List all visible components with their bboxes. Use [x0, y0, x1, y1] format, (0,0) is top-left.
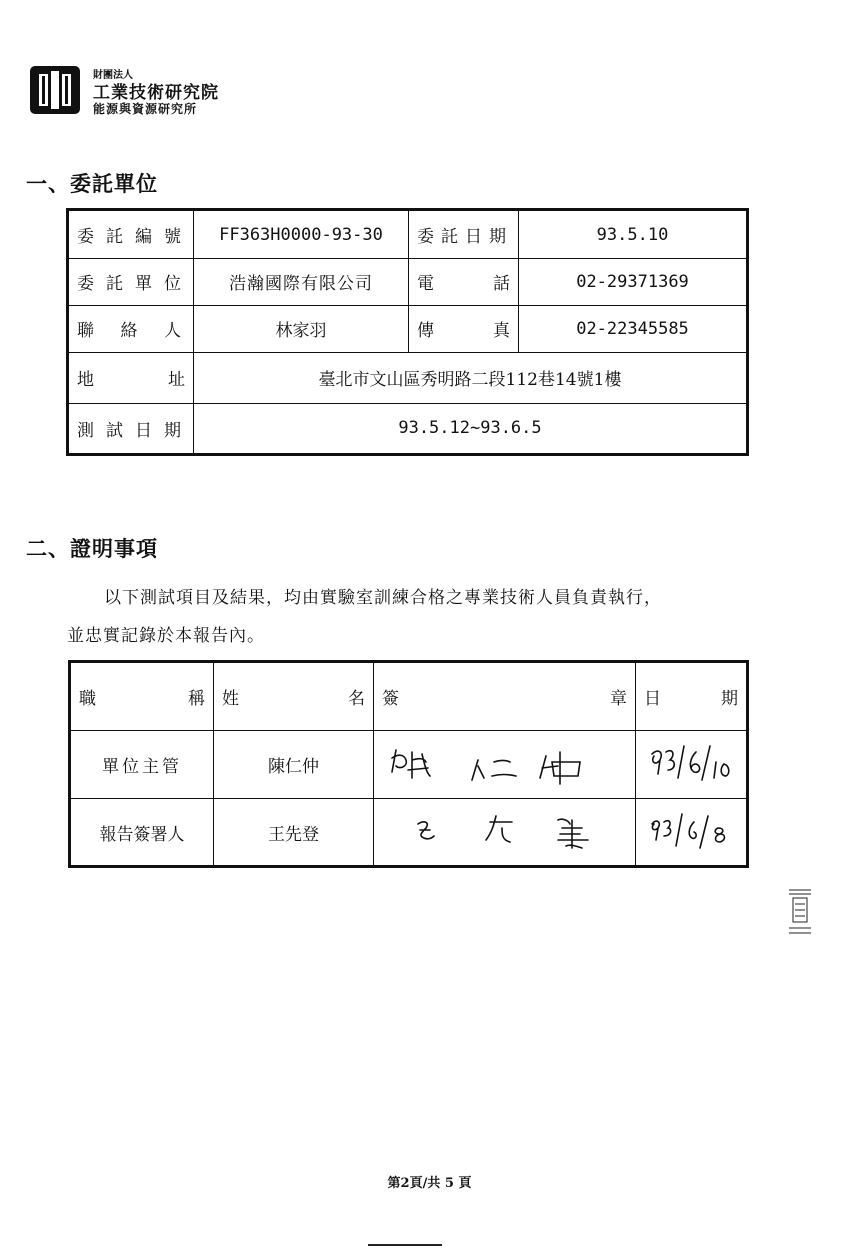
test-date-value: 93.5.12~93.6.5	[194, 403, 748, 454]
contact-label: 聯絡人	[68, 305, 194, 352]
address-label-b: 址	[168, 370, 185, 391]
row2-title: 報告簽署人	[70, 799, 214, 867]
statement-line-2: 並忠實記錄於本報告內。	[67, 626, 265, 646]
org-name: 工業技術研究院	[93, 83, 219, 103]
row2-name: 王先登	[214, 799, 374, 867]
itri-logo-icon	[30, 66, 80, 114]
phone-label	[409, 259, 519, 306]
fax-value: 02-22345585	[519, 305, 748, 352]
commission-date-value: 93.5.10	[519, 210, 748, 259]
header-name	[214, 662, 374, 731]
contact-value: 林家羽	[194, 305, 409, 352]
header-title-a: 職	[79, 688, 96, 709]
row1-date	[636, 730, 748, 799]
header-name-a: 姓	[222, 688, 239, 709]
header-date-a: 日	[644, 688, 661, 709]
commission-no-label: 委託編號	[68, 210, 194, 259]
address-label	[68, 352, 194, 403]
commission-date-label: 委託日期	[409, 210, 519, 259]
signature-chen-renzhong-icon	[382, 732, 628, 792]
signatory-table	[68, 660, 749, 868]
section1-heading: 一、委託單位	[26, 171, 158, 196]
section2-heading: 二、證明事項	[26, 536, 158, 561]
phone-label-b: 話	[493, 274, 510, 295]
fax-label-a: 傳	[417, 321, 434, 342]
org-subunit: 能源與資源研究所	[93, 102, 198, 116]
header-sign-b: 章	[610, 688, 627, 709]
header-title	[70, 662, 214, 731]
fax-label-b: 真	[493, 321, 510, 342]
row1-title: 單位主管	[70, 730, 214, 799]
handwritten-date-1-icon	[644, 732, 744, 792]
header-title-b: 稱	[188, 688, 205, 709]
address-value: 臺北市文山區秀明路二段112巷14號1樓	[194, 352, 748, 403]
address-label-a: 地	[77, 370, 94, 391]
handwritten-date-2-icon	[644, 800, 744, 860]
header-date-b: 期	[721, 688, 738, 709]
page-number: 第2頁/共 5 頁	[387, 1176, 472, 1191]
test-date-label: 測試日期	[68, 403, 194, 454]
unit-label: 委託單位	[68, 259, 194, 306]
bottom-rule	[368, 1244, 442, 1246]
row1-name: 陳仁仲	[214, 730, 374, 799]
commission-table	[66, 208, 749, 456]
phone-value: 02-29371369	[519, 259, 748, 306]
row2-signature	[374, 799, 636, 867]
header-sign	[374, 662, 636, 731]
statement-line-1: 以下測試項目及結果，均由實驗室訓練合格之專業技術人員負責執行，	[104, 588, 662, 608]
header-sign-a: 簽	[382, 688, 399, 709]
fax-label	[409, 305, 519, 352]
edge-stamp-icon	[787, 888, 813, 936]
unit-value: 浩瀚國際有限公司	[194, 259, 409, 306]
header-date	[636, 662, 748, 731]
commission-no-value: FF363H0000-93-30	[194, 210, 409, 259]
row2-date	[636, 799, 748, 867]
row1-signature	[374, 730, 636, 799]
phone-label-a: 電	[417, 274, 434, 295]
org-label-small: 財團法人	[93, 70, 133, 81]
header-name-b: 名	[348, 688, 365, 709]
signature-wang-xiandeng-icon	[382, 800, 628, 860]
